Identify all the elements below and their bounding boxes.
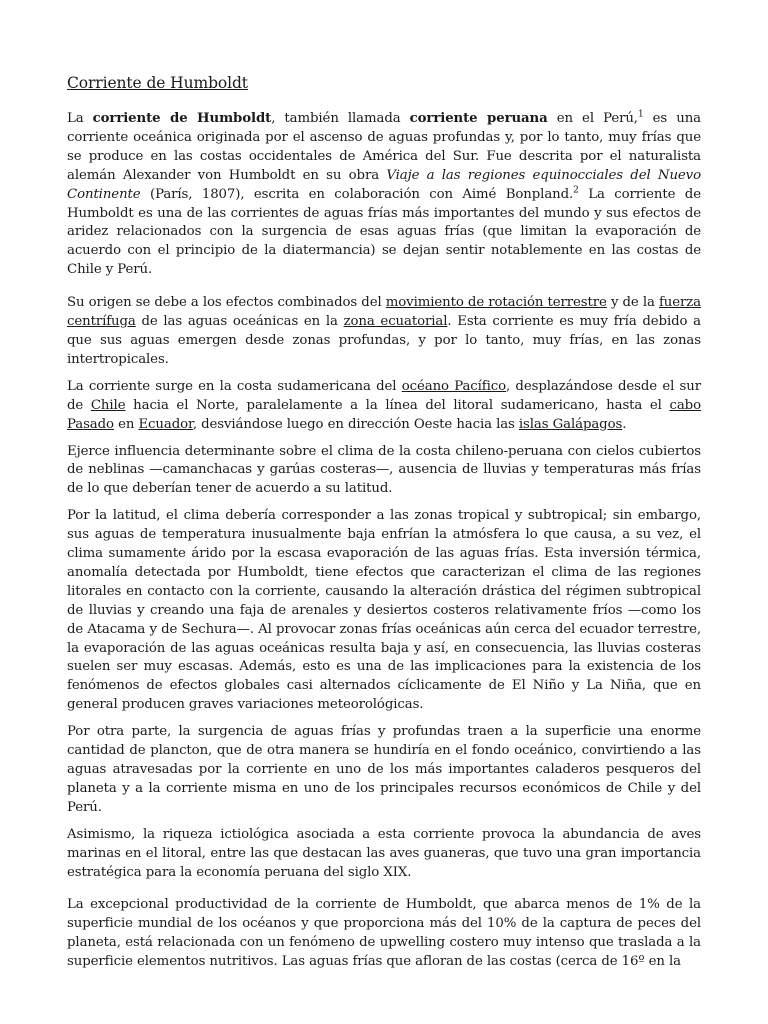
bold-term: corriente de Humboldt [92,111,272,126]
link-zona-ecuatorial[interactable]: zona ecuatorial [343,314,448,330]
text: es una corriente oceánica originada por el ascenso de aguas profundas y, por lo tanto, muy frías que se produce en las costas occidentales de América del Sur. Fue descrita por el naturalista alemán Alexander von Humboldt en su obra [67,111,701,183]
text: hacia el Norte, paralelamente a la línea del litoral sudamericano, hasta el [125,397,670,413]
book-title: Viaje a las regiones equinocciales del Nuevo Continente [67,167,701,202]
text: en el Perú, [547,111,638,126]
link-chile[interactable]: Chile [90,397,126,413]
footnote-ref[interactable]: 2 [573,185,579,196]
paragraph-productivity: La excepcional productividad de la corriente de Humboldt, que abarca menos de 1% de la superficie mundial de los océanos y que proporciona más del 10% de la captura de peces del planeta, está relacionada con un fenómeno de upwelling costero muy intenso que traslada a la superficie elementos nutritivos. Las aguas frías que afloran de las costas (cerca de 16º en la [67,897,701,970]
paragraph-origin [67,294,701,370]
paragraph-climate: Ejerce influencia determinante sobre el clima de la costa chileno-peruana con cielos cubiertos de neblinas —camanchacas y garúas costeras—, ausencia de lluvias y temperaturas más frías de lo que deberían tener de acuerdo a su latitud. [67,443,701,497]
link-islas-galapagos[interactable]: islas Galápagos [518,416,623,432]
link-cabo-pasado[interactable]: cabo Pasado [67,397,701,432]
text: Su origen se debe a los efectos combinados del [67,295,386,311]
text: en [113,416,139,432]
text: La corriente surge en la costa sudamericana del [67,378,402,394]
link-fuerza-centrifuga[interactable]: fuerza centrífuga [67,295,701,330]
text: , desplazándose desde el sur de [67,378,701,413]
paragraph-plankton: Por otra parte, la surgencia de aguas frías y profundas traen a la superficie una enorme cantidad de plancton, que de otra manera se hundiría en el fondo oceánico, convirtiendo a las aguas atravesadas por la corriente en uno de los más importantes caladeros pesqueros del planeta y a la corriente misma en uno de los principales recursos económicos de Chile y del Perú. [67,724,701,815]
text: , desviándose luego en dirección Oeste hacia las [192,416,519,432]
paragraph-latitude: Por la latitud, el clima debería corresponder a las zonas tropical y subtropical; sin embargo, sus aguas de temperatura inusualmente baja enfrían la atmósfera lo que causa, a su vez, el clima sumamente árido por la escasa evaporación de las aguas frías. Esta inversión térmica, anomalía detectada por Humboldt, tiene efectos que caracterizan el clima de las regiones litorales en contacto con la corriente, causando la alteración drástica del régimen subtropical de lluvias y creando una faja de arenales y desiertos costeros relativamente fríos —como los de Atacama y de Sechura—. Al provocar zonas frías oceánicas aún cerca del ecuador terrestre, la evaporación de las aguas oceánicas resulta baja y así, en consecuencia, las lluvias costeras suelen ser muy escasas. Además, esto es una de las implicaciones para la existencia de los fenómenos de efectos globales casi alternados cíclicamente de El Niño y La Niña, que en general producen graves variaciones meteorológicas. [67,508,701,713]
link-ecuador[interactable]: Ecuador [138,416,193,432]
text: de las aguas oceánicas en la [135,314,344,330]
link-movimiento-rotacion[interactable]: movimiento de rotación terrestre [385,295,607,311]
text: , también llamada [271,111,410,126]
bold-term: corriente peruana [409,111,548,126]
link-oceano-pacifico[interactable]: océano Pacífico [401,378,507,394]
text: La [67,111,93,126]
paragraph-birds: Asimismo, la riqueza ictiológica asociada a esta corriente provoca la abundancia de aves marinas en el litoral, entre las que destacan las aves guaneras, que tuvo una gran importancia estratégica para la economía peruana del siglo XIX. [67,826,701,880]
footnote-ref[interactable]: 1 [637,109,644,120]
paragraph-route [67,378,701,435]
document-title: Corriente de Humboldt [67,74,248,92]
text: y de la [606,295,659,311]
text: La corriente de Humboldt es una de las corrientes de aguas frías más importantes del mundo y sus efectos de aridez relacionados con la surgencia de esas aguas frías (que limitan la evaporación de acuerdo con el principio de la diatermancia) se dejan sentir notablemente en las costas de Chile y Perú. [67,186,701,278]
text: (París, 1807), escrita en colaboración con Aimé Bonpland. [140,186,574,202]
text: . [622,416,627,432]
paragraph-intro [67,110,701,280]
text: . Esta corriente es muy fría debido a que sus aguas emergen desde zonas profundas, y por lo tanto, muy frías, en las zonas intertropicales. [67,314,701,367]
